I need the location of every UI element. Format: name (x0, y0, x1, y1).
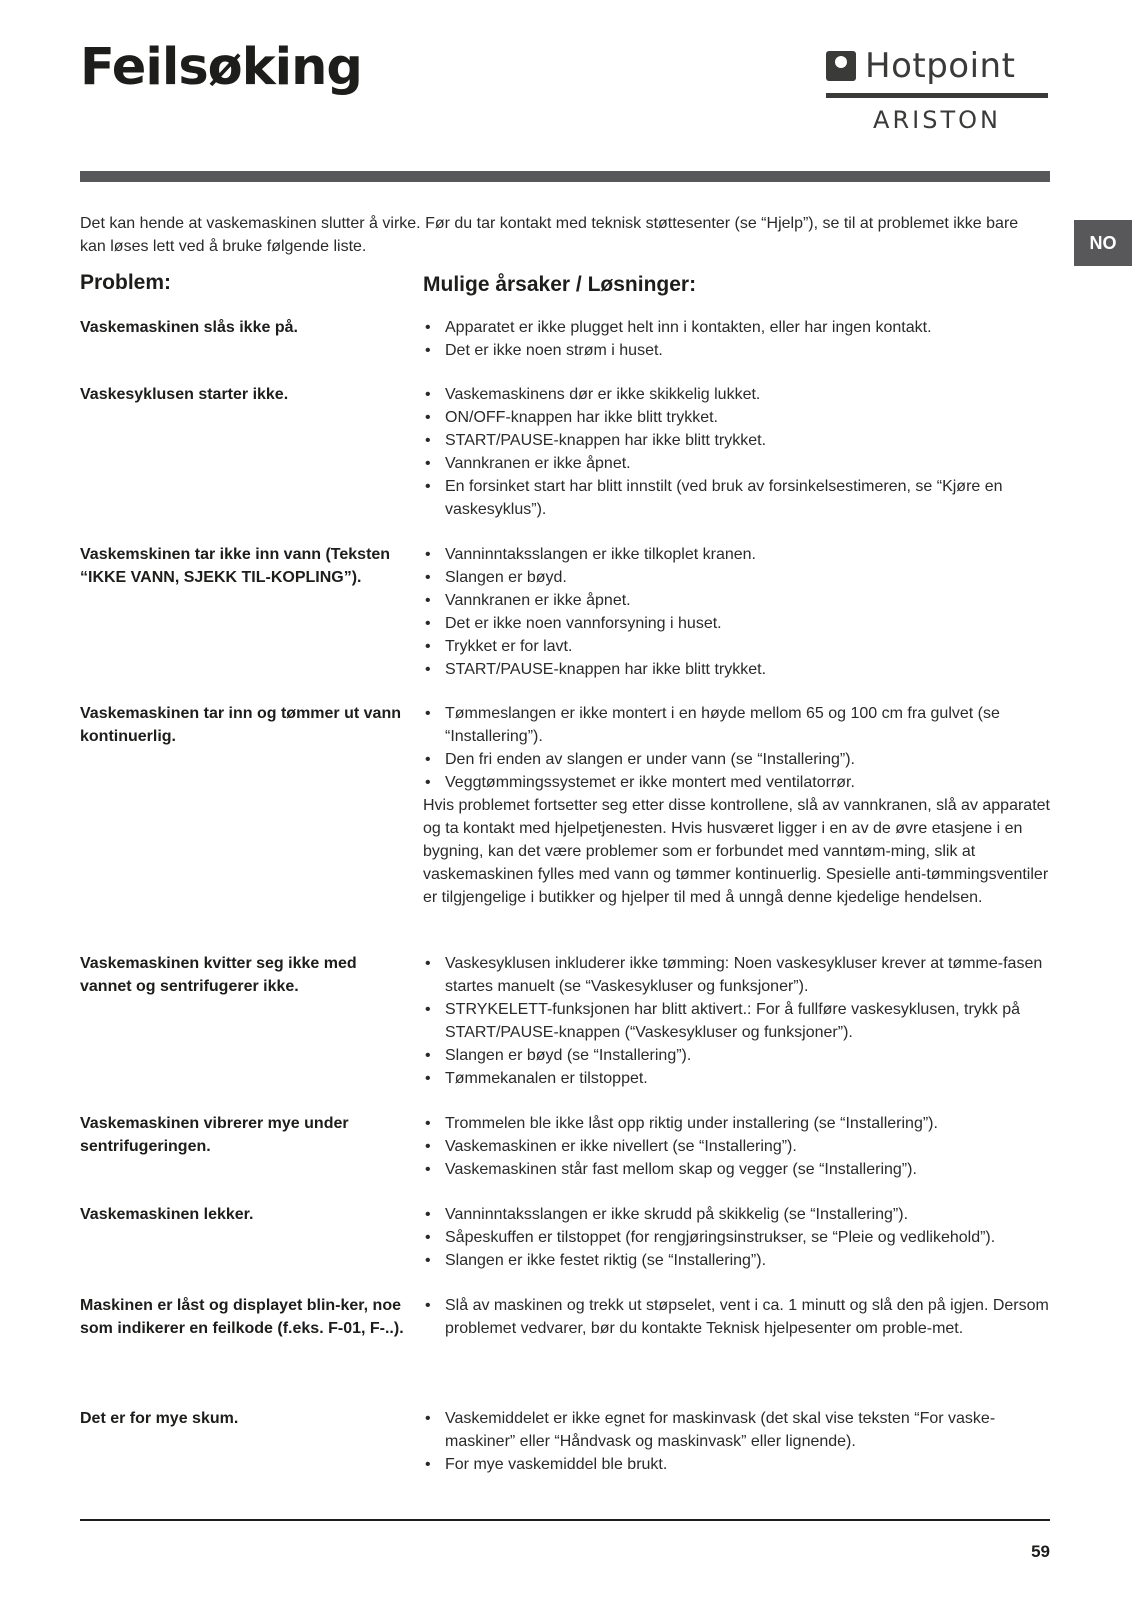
problem-column-heading: Problem: (80, 271, 172, 294)
cause-item: • Såpeskuffen er tilstoppet (for rengjøringsinstrukser, se “Pleie og vedlikehold”). (423, 1226, 1050, 1249)
cause-item: • Det er ikke noen vannforsyning i huset. (423, 612, 1050, 635)
cause-list (423, 952, 1050, 1090)
cause-list (423, 1294, 1050, 1340)
cause-item: • Den fri enden av slangen er under vann (se “Installering”). (423, 748, 1050, 771)
cause-item: • ON/OFF-knappen har ikke blitt trykket. (423, 406, 1050, 429)
cause-item: • Trommelen ble ikke låst opp riktig under installering (se “Installering”). (423, 1112, 1050, 1135)
problem-text: Vaskemaskinen slås ikke på. (80, 319, 298, 336)
cause-list (423, 383, 1050, 521)
problem-text: Vaskemaskinen kvitter seg ikke med vannet og sentrifugerer ikke. (80, 955, 357, 995)
logo-brand-text: Hotpoint (865, 46, 1016, 86)
problem-text: Vaskemaskinen lekker. (80, 1206, 254, 1223)
page-number: 59 (1031, 1542, 1050, 1561)
logo-sub-text: ARISTON (873, 106, 1001, 134)
cause-item: • Vaskemiddelet er ikke egnet for maskinvask (det skal vise teksten “For vaske-maskiner” eller “Håndvask og maskinvask” eller lignende). (423, 1407, 1050, 1453)
cause-item: • Slangen er ikke festet riktig (se “Installering”). (423, 1249, 1050, 1272)
cause-item: • Vaskemaskinen står fast mellom skap og vegger (se “Installering”). (423, 1158, 1050, 1181)
problem-text: Vaskemskinen tar ikke inn vann (Teksten “IKKE VANN, SJEKK TIL-KOPLING”). (80, 546, 391, 586)
cause-item: • STRYKELETT-funksjonen har blitt aktivert.: For å fullføre vaskesyklusen, trykk på START/PAUSE-knappen (“Vaskesykluser og funksjoner”). (423, 998, 1050, 1044)
cause-item: • Slå av maskinen og trekk ut støpselet, vent i ca. 1 minutt og slå den på igjen. Dersom problemet vedvarer, bør du kontakte Teknisk hjelpesenter om proble-met. (423, 1294, 1050, 1340)
cause-item: • Vannkranen er ikke åpnet. (423, 589, 1050, 612)
cause-item: • Slangen er bøyd (se “Installering”). (423, 1044, 1050, 1067)
cause-list (423, 1407, 1050, 1476)
cause-block (423, 702, 1050, 909)
page-title: Feilsøking (80, 38, 362, 97)
hotpoint-logo-icon (826, 51, 856, 81)
cause-item: • Apparatet er ikke plugget helt inn i kontakten, eller har ingen kontakt. (423, 316, 1050, 339)
cause-item: • Vanninntaksslangen er ikke skrudd på skikkelig (se “Installering”). (423, 1203, 1050, 1226)
cause-list (423, 702, 1050, 794)
cause-item: • Tømmekanalen er tilstoppet. (423, 1067, 1050, 1090)
cause-item: • Vaskemaskinen er ikke nivellert (se “Installering”). (423, 1135, 1050, 1158)
header-rule (80, 171, 1050, 182)
logo-divider (826, 93, 1048, 98)
cause-note: Hvis problemet fortsetter seg etter disse kontrollene, slå av vannkranen, slå av apparatet og ta kontakt med hjelpetjenesten. Hvis husværet ligger i en av de øvre etasjene i en bygning, kan det være problemer som er forbundet med vanntøm-ming, slik at vaskemaskinen fylles med vann og tømmer kontinuerlig. Spesielle anti-tømmingsventiler er tilgjengelige i butikker og hjelper til med å unngå denne kjedelige hendelsen. (423, 797, 1050, 906)
cause-item: • START/PAUSE-knappen har ikke blitt trykket. (423, 658, 1050, 681)
cause-item: • Tømmeslangen er ikke montert i en høyde mellom 65 og 100 cm fra gulvet (se “Installering”). (423, 702, 1050, 748)
problem-text: Vaskemaskinen vibrerer mye under sentrifugeringen. (80, 1115, 349, 1155)
cause-item: • Veggtømmingssystemet er ikke montert med ventilatorrør. (423, 771, 1050, 794)
cause-item: • Vannkranen er ikke åpnet. (423, 452, 1050, 475)
cause-item: • Vanninntaksslangen er ikke tilkoplet kranen. (423, 543, 1050, 566)
cause-list (423, 1203, 1050, 1272)
cause-list (423, 316, 1050, 362)
brand-logo (826, 44, 1048, 138)
cause-list (423, 1112, 1050, 1181)
problem-text: Det er for mye skum. (80, 1410, 239, 1427)
problem-text: Vaskemaskinen tar inn og tømmer ut vann kontinuerlig. (80, 705, 401, 745)
solution-column-heading: Mulige årsaker / Løsninger: (423, 273, 697, 296)
cause-item: • Trykket er for lavt. (423, 635, 1050, 658)
cause-list (423, 543, 1050, 681)
cause-item: • Det er ikke noen strøm i huset. (423, 339, 1050, 362)
intro-paragraph: Det kan hende at vaskemaskinen slutter å virke. Før du tar kontakt med teknisk støttesenter (se “Hjelp”), se til at problemet ikke bare kan løses lett ved å bruke følgende liste. (80, 215, 1019, 255)
cause-item: • En forsinket start har blitt innstilt (ved bruk av forsinkelsestimeren, se “Kjøre en vaskesyklus”). (423, 475, 1050, 521)
cause-item: • START/PAUSE-knappen har ikke blitt trykket. (423, 429, 1050, 452)
cause-item: • For mye vaskemiddel ble brukt. (423, 1453, 1050, 1476)
problem-text: Vaskesyklusen starter ikke. (80, 386, 289, 403)
cause-item: • Vaskemaskinens dør er ikke skikkelig lukket. (423, 383, 1050, 406)
cause-item: • Slangen er bøyd. (423, 566, 1050, 589)
problem-text: Maskinen er låst og displayet blin-ker, noe som indikerer en feilkode (f.eks. F-01, F-..). (80, 1297, 404, 1337)
footer-rule (80, 1519, 1050, 1521)
language-tab: NO (1074, 220, 1132, 266)
cause-item: • Vaskesyklusen inkluderer ikke tømming: Noen vaskesykluser krever at tømme-fasen startes manuelt (se “Vaskesykluser og funksjoner”). (423, 952, 1050, 998)
